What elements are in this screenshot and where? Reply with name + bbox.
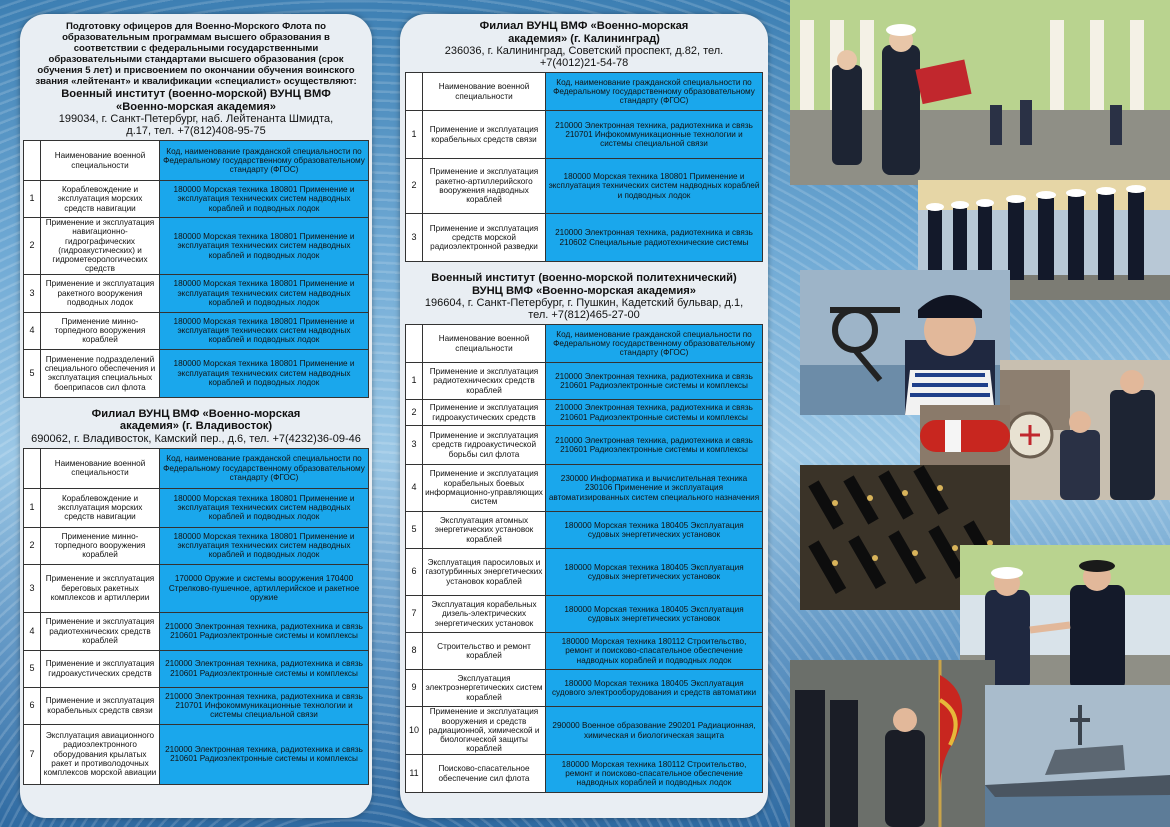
table-row: [406, 670, 763, 707]
specialty-name: Применение и эксплуатация береговых ракетных комплексов и артиллерии: [41, 564, 160, 612]
row-number: 7: [406, 596, 423, 633]
institute-address: 236036, г. Калининград, Советский проспект, д.82, тел. +7(4012)21-54-78: [444, 45, 724, 69]
header-name-cell: Наименование военной специальности: [41, 141, 160, 181]
table-row: [406, 214, 763, 262]
specialty-code: 210000 Электронная техника, радиотехника и связь 210601 Радиоэлектронные системы и комплексы: [160, 612, 369, 650]
institute-title: Филиал ВУНЦ ВМФ «Военно-морская академия» (г. Калининград): [479, 20, 689, 45]
specialty-code: 210000 Электронная техника, радиотехника и связь 210601 Радиоэлектронные системы и комплексы: [160, 650, 369, 687]
table-row: [406, 596, 763, 633]
photo-oath-ceremony: [790, 0, 1170, 185]
row-number: 3: [24, 274, 41, 312]
intro-text: Подготовку офицеров для Военно-Морского Флота по образовательным программам высшего образования в соответствии с федеральными государственными образовательными стандартами высшего образования (срок обучения 5 лет) и присвоением по окончании обучения воинского звания «лейтенант» и квалификации «специалист» осуществляют:: [35, 21, 357, 87]
row-number: 7: [24, 724, 41, 784]
row-number: 3: [24, 564, 41, 612]
institute-address: 196604, г. Санкт-Петербург, г. Пушкин, Кадетский бульвар, д.1, тел. +7(812)465-27-00: [424, 297, 744, 321]
table-row: [24, 527, 369, 564]
specialty-name: Применение и эксплуатация гидроакустических средств: [423, 400, 546, 426]
specialty-name: Кораблевождение и эксплуатация морских средств навигации: [41, 181, 160, 218]
institute-title: Военный институт (военно-морской) ВУНЦ ВМФ «Военно-морская академия»: [61, 88, 331, 113]
row-number: 1: [406, 111, 423, 159]
header-num-cell: [24, 448, 41, 488]
row-number: 10: [406, 707, 423, 755]
specialty-name: Применение подразделений специального обеспечения и эксплуатация специальных боеприпасов сил флота: [41, 349, 160, 397]
specialty-code: 180000 Морская техника 180801 Применение и эксплуатация технических систем надводных кораблей и подводных лодок: [160, 312, 369, 349]
header-num-cell: [406, 325, 423, 363]
header-num-cell: [406, 73, 423, 111]
row-number: 1: [24, 488, 41, 527]
specialty-name: Применение и эксплуатация корабельных средств связи: [423, 111, 546, 159]
specialty-name: Поисково-спасательное обеспечение сил флота: [423, 755, 546, 793]
row-number: 4: [24, 612, 41, 650]
institute-address: 199034, г. Санкт-Петербург, наб. Лейтенанта Шмидта, д.17, тел. +7(812)408-95-75: [58, 113, 334, 137]
specialty-name: Применение и эксплуатация гидроакустических средств: [41, 650, 160, 687]
row-number: 4: [406, 465, 423, 512]
specialty-name: Применение и эксплуатация средств гидроакустической борьбы сил флота: [423, 426, 546, 465]
row-number: 4: [24, 312, 41, 349]
middle-panel: [400, 14, 768, 818]
specialty-name: Применение и эксплуатация навигационно-гидрографических (гидроакустических) и гидрометеорологических средств: [41, 218, 160, 275]
table-row: [406, 465, 763, 512]
specialty-code: 210000 Электронная техника, радиотехника и связь 210602 Специальные радиотехнические системы: [546, 214, 763, 262]
specialty-name: Эксплуатация авиационного радиоэлектронного оборудования крылатых ракет и противолодочных комплексов морской авиации: [41, 724, 160, 784]
table-row: [24, 612, 369, 650]
table-row: [24, 274, 369, 312]
table-row: [406, 707, 763, 755]
specialty-code: 230000 Информатика и вычислительная техника 230106 Применение и эксплуатация автоматизированных систем специального назначения: [546, 465, 763, 512]
specialty-name: Применение и эксплуатация радиотехнических средств кораблей: [41, 612, 160, 650]
specialty-name: Эксплуатация корабельных дизель-электрических энергетических установок: [423, 596, 546, 633]
table-row: [406, 426, 763, 465]
specialty-code: 290000 Военное образование 290201 Радиационная, химическая и биологическая защита: [546, 707, 763, 755]
institute-title: Филиал ВУНЦ ВМФ «Военно-морская академия» (г. Владивосток): [91, 407, 301, 433]
photo-sextant-sailor: [800, 270, 1010, 415]
specialty-name: Применение минно-торпедного вооружения кораблей: [41, 312, 160, 349]
specialty-name: Применение и эксплуатация корабельных боевых информационно-управляющих систем: [423, 465, 546, 512]
specialty-name: Применение и эксплуатация средств морской радиоэлектронной разведки: [423, 214, 546, 262]
specialty-name: Эксплуатация электроэнергетических систем кораблей: [423, 670, 546, 707]
photo-torpedo: [920, 405, 1010, 470]
table-row: [406, 633, 763, 670]
table-row: [406, 400, 763, 426]
specialty-name: Применение и эксплуатация радиотехнических средств кораблей: [423, 363, 546, 400]
specialty-code: 210000 Электронная техника, радиотехника и связь 210701 Инфокоммуникационные технологии и системы специальной связи: [546, 111, 763, 159]
specialty-table: [405, 72, 763, 262]
header-code-cell: Код, наименование гражданской специальности по Федеральному государственному образовательному стандарту (ФГОС): [160, 141, 369, 181]
specialty-code: 180000 Морская техника 180405 Эксплуатация судового электрооборудования и средств автоматики: [546, 670, 763, 707]
specialty-name: Применение и эксплуатация ракетно-артиллерийского вооружения надводных кораблей: [423, 159, 546, 214]
specialty-code: 210000 Электронная техника, радиотехника и связь 210601 Радиоэлектронные системы и комплексы: [160, 724, 369, 784]
header-num-cell: [24, 141, 41, 181]
specialty-code: 180000 Морская техника 180405 Эксплуатация судовых энергетических установок: [546, 512, 763, 549]
table-row: [406, 363, 763, 400]
row-number: 1: [24, 181, 41, 218]
header-code-cell: Код, наименование гражданской специальности по Федеральному государственному образовательному стандарту (ФГОС): [546, 73, 763, 111]
specialty-code: 210000 Электронная техника, радиотехника и связь 210701 Инфокоммуникационные технологии и системы специальной связи: [160, 687, 369, 724]
specialty-name: Применение и эксплуатация корабельных средств связи: [41, 687, 160, 724]
header-name-cell: Наименование военной специальности: [423, 325, 546, 363]
specialty-name: Применение и эксплуатация вооружения и средств радиационной, химической и биологической защиты кораблей: [423, 707, 546, 755]
photo-warship: [985, 685, 1170, 827]
specialty-code: 210000 Электронная техника, радиотехника и связь 210601 Радиоэлектронные системы и комплексы: [546, 400, 763, 426]
specialty-code: 180000 Морская техника 180405 Эксплуатация судовых энергетических установок: [546, 596, 763, 633]
specialty-name: Применение и эксплуатация ракетного вооружения подводных лодок: [41, 274, 160, 312]
header-name-cell: Наименование военной специальности: [423, 73, 546, 111]
row-number: 6: [406, 549, 423, 596]
table-row: [406, 512, 763, 549]
row-number: 3: [406, 426, 423, 465]
specialty-code: 180000 Морская техника 180801 Применение и эксплуатация технических систем надводных кораблей и подводных лодок: [160, 488, 369, 527]
table-row: [24, 181, 369, 218]
left-panel: [20, 14, 372, 818]
table-row: [24, 349, 369, 397]
row-number: 5: [24, 650, 41, 687]
specialty-name: Строительство и ремонт кораблей: [423, 633, 546, 670]
specialty-code: 180000 Морская техника 180801 Применение и эксплуатация технических систем надводных кораблей и подводных лодок: [546, 159, 763, 214]
specialty-table: [23, 448, 369, 785]
table-row: [24, 488, 369, 527]
row-number: 8: [406, 633, 423, 670]
photo-flag-kneel: [790, 660, 995, 827]
row-number: 1: [406, 363, 423, 400]
specialty-name: Эксплуатация паросиловых и газотурбинных энергетических установок кораблей: [423, 549, 546, 596]
header-code-cell: Код, наименование гражданской специальности по Федеральному государственному образовательному стандарту (ФГОС): [546, 325, 763, 363]
table-row: [24, 218, 369, 275]
specialty-table: [23, 140, 369, 398]
specialty-name: Эксплуатация атомных энергетических установок кораблей: [423, 512, 546, 549]
specialty-code: 180000 Морская техника 180405 Эксплуатация судовых энергетических установок: [546, 549, 763, 596]
specialty-table: [405, 324, 763, 793]
row-number: 2: [24, 527, 41, 564]
specialty-code: 210000 Электронная техника, радиотехника и связь 210601 Радиоэлектронные системы и комплексы: [546, 426, 763, 465]
row-number: 9: [406, 670, 423, 707]
row-number: 2: [24, 218, 41, 275]
specialty-code: 180000 Морская техника 180112 Строительство, ремонт и поисково-спасательное обеспечение надводных кораблей и подводных лодок: [546, 755, 763, 793]
specialty-code: 180000 Морская техника 180801 Применение и эксплуатация технических систем надводных кораблей и подводных лодок: [160, 274, 369, 312]
table-row: [24, 724, 369, 784]
table-row: [406, 159, 763, 214]
table-row: [24, 687, 369, 724]
row-number: 2: [406, 159, 423, 214]
row-number: 11: [406, 755, 423, 793]
header-name-cell: Наименование военной специальности: [41, 448, 160, 488]
specialty-code: 180000 Морская техника 180801 Применение и эксплуатация технических систем надводных кораблей и подводных лодок: [160, 181, 369, 218]
specialty-name: Применение минно-торпедного вооружения кораблей: [41, 527, 160, 564]
table-row: [24, 312, 369, 349]
table-row: [406, 755, 763, 793]
row-number: 5: [24, 349, 41, 397]
table-row: [406, 549, 763, 596]
specialty-code: 210000 Электронная техника, радиотехника и связь 210601 Радиоэлектронные системы и комплексы: [546, 363, 763, 400]
specialty-code: 170000 Оружие и системы вооружения 170400 Стрелково-пушечное, артиллерийское и ракетное оружие: [160, 564, 369, 612]
header-code-cell: Код, наименование гражданской специальности по Федеральному государственному образовательному стандарту (ФГОС): [160, 448, 369, 488]
row-number: 3: [406, 214, 423, 262]
specialty-code: 180000 Морская техника 180801 Применение и эксплуатация технических систем надводных кораблей и подводных лодок: [160, 349, 369, 397]
specialty-name: Кораблевождение и эксплуатация морских средств навигации: [41, 488, 160, 527]
table-row: [406, 111, 763, 159]
table-row: [24, 650, 369, 687]
specialty-code: 180000 Морская техника 180801 Применение и эксплуатация технических систем надводных кораблей и подводных лодок: [160, 527, 369, 564]
row-number: 5: [406, 512, 423, 549]
photo-engine-room: [1000, 360, 1170, 500]
specialty-code: 180000 Морская техника 180112 Строительство, ремонт и поисково-спасательное обеспечение надводных кораблей и подводных лодок: [546, 633, 763, 670]
row-number: 2: [406, 400, 423, 426]
institute-title: Военный институт (военно-морской политехнический) ВУНЦ ВМФ «Военно-морская академия»: [431, 272, 737, 297]
specialty-code: 180000 Морская техника 180801 Применение и эксплуатация технических систем надводных кораблей и подводных лодок: [160, 218, 369, 275]
table-row: [24, 564, 369, 612]
row-number: 6: [24, 687, 41, 724]
institute-address: 690062, г. Владивосток, Камский пер., д.6, тел. +7(4232)36-09-46: [31, 432, 361, 445]
